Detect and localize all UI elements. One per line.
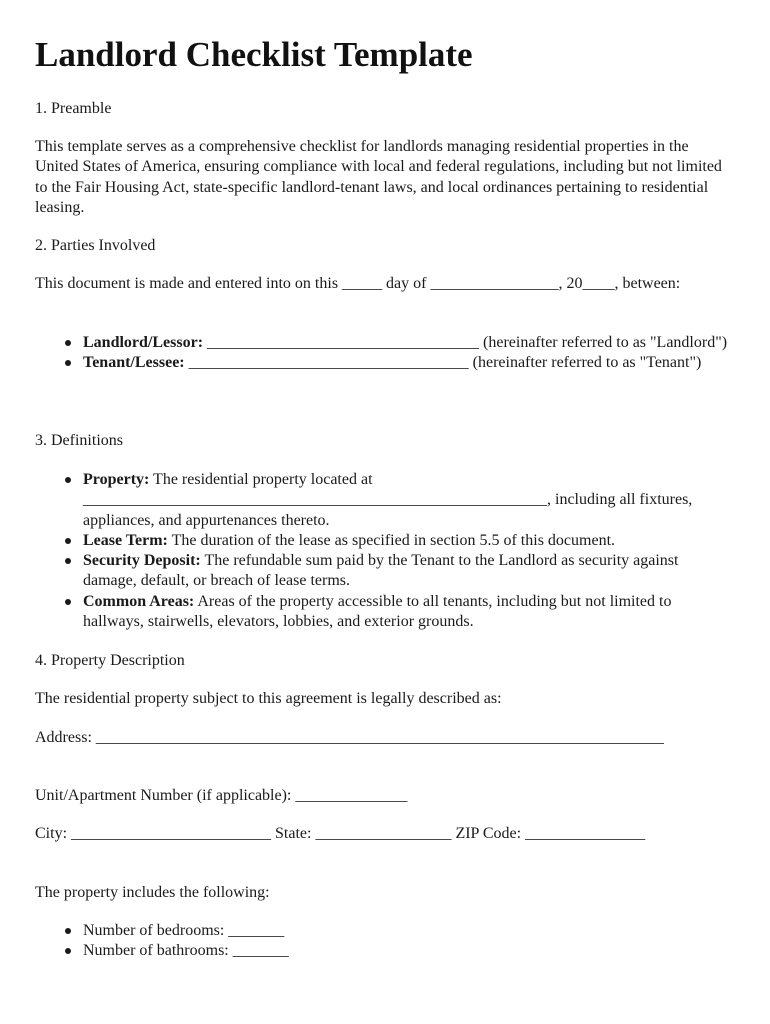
- list-item-bathrooms: Number of bathrooms: _______: [83, 941, 735, 961]
- property-intro-paragraph: The residential property subject to this agreement is legally described as:: [35, 690, 502, 707]
- property-features-list: [35, 921, 735, 962]
- parties-list: [35, 333, 735, 374]
- list-item-property: [83, 470, 735, 531]
- property-includes-paragraph: The property includes the following:: [35, 884, 270, 901]
- list-item-landlord: [83, 333, 735, 353]
- list-item-common-areas: [83, 592, 735, 633]
- section-heading-definitions: 3. Definitions: [35, 432, 123, 449]
- term-label: Landlord/Lessor:: [83, 334, 204, 351]
- term-text: ___________________________________ (hereinafter referred to as "Tenant"): [184, 354, 702, 372]
- section-heading-preamble: 1. Preamble: [35, 100, 112, 117]
- term-text: The residential property located at __________________________________________________________, including all fixtures, appliances, and appurtenances thereto.: [83, 471, 693, 529]
- section-heading-parties: 2. Parties Involved: [35, 237, 156, 254]
- unit-field-line: Unit/Apartment Number (if applicable): ______________: [35, 787, 408, 804]
- term-label: Tenant/Lessee:: [83, 354, 185, 372]
- list-item-security-deposit: [83, 551, 735, 592]
- term-label: Property:: [83, 471, 150, 488]
- term-label: Security Deposit:: [83, 552, 201, 570]
- list-item-tenant: [83, 353, 735, 373]
- term-text: __________________________________ (hereinafter referred to as "Landlord"): [203, 334, 728, 351]
- term-text: The refundable sum paid by the Tenant to the Landlord as security against damage, default, or breach of lease terms.: [83, 552, 679, 590]
- document-title: Landlord Checklist Template: [35, 35, 473, 74]
- term-text: Areas of the property accessible to all tenants, including but not limited to hallways, stairwells, elevators, lobbies, and exterior grounds.: [83, 592, 672, 631]
- list-item-bedrooms: Number of bedrooms: _______: [83, 921, 735, 941]
- city-state-zip-line: City: _________________________ State: _________________ ZIP Code: _______________: [35, 825, 646, 842]
- term-label: Common Areas:: [83, 592, 195, 610]
- definitions-list: [35, 470, 735, 632]
- parties-intro-paragraph: This document is made and entered into on this _____ day of ________________, 20____, between:: [35, 275, 681, 292]
- section-heading-property-description: 4. Property Description: [35, 652, 185, 669]
- address-field-line: Address: _______________________________________________________________________: [35, 729, 664, 746]
- term-label: Lease Term:: [83, 531, 168, 549]
- list-item-lease-term: [83, 531, 735, 551]
- preamble-paragraph: This template serves as a comprehensive checklist for landlords managing residential properties in the United States of America, ensuring compliance with local and federal regulations, including but not limited to the Fair Housing Act, state-specific landlord-tenant laws, and local ordinances pertaining to residential leasing.: [35, 138, 722, 216]
- term-text: The duration of the lease as specified in section 5.5 of this document.: [167, 531, 616, 549]
